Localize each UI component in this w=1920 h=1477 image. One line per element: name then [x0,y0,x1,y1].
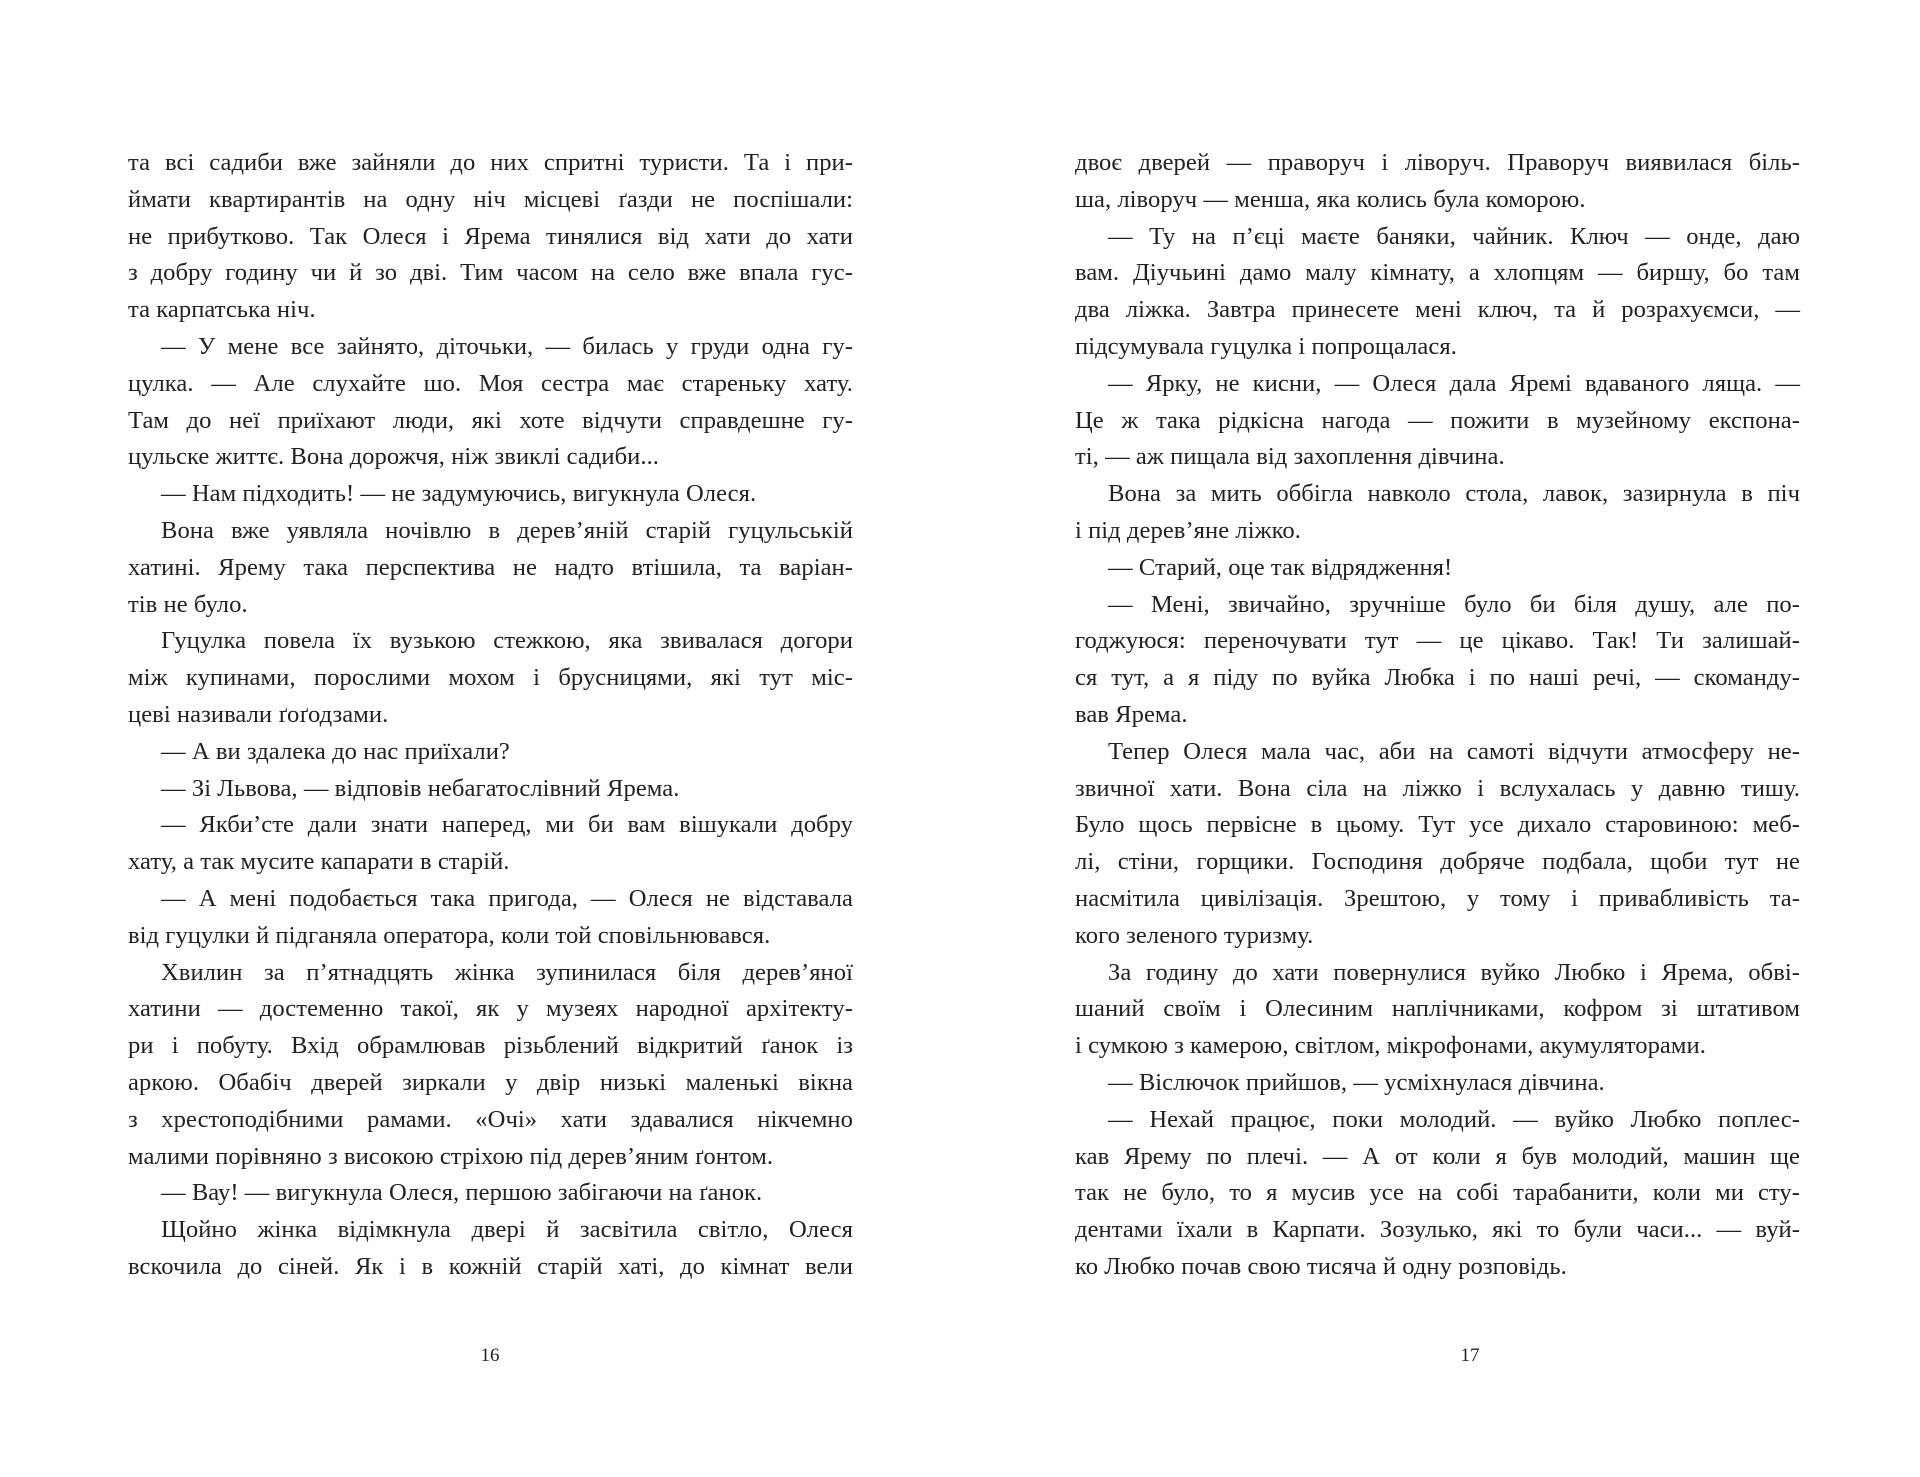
left-page-text [128,145,853,1286]
text-line: не прибутково. Так Олеся і Ярема тинялися від хати до хати [128,222,853,250]
text-line: ся тут, а я піду по вуйка Любка і по наші речі, — скоманду- [1075,664,1800,692]
text-line: дентами їхали в Карпати. Зозулько, які то були часи... — вуй- [1075,1216,1800,1244]
right-page [960,0,1920,1477]
text-line: — А ви здалека до нас приїхали? [161,737,510,765]
text-line: — Ту на п’єці маєте баняки, чайник. Ключ — онде, даю [1108,222,1800,250]
text-line: насмітила цивілізація. Зрештою, у тому і привабливість та- [1075,884,1800,912]
text-line: Вона за мить оббігла навколо стола, лавок, зазирнула в піч [1108,480,1800,508]
text-line: з хрестоподібними рамами. «Очі» хати здавалися нікчемно [128,1105,853,1133]
text-line: підсумувала гуцулка і попрощалася. [1075,332,1457,360]
text-line: — Мені, звичайно, зручніше було би біля душу, але по- [1108,590,1800,618]
text-line: — Старий, оце так відрядження! [1108,553,1453,581]
text-line: хату, а так мусите капарати в старій. [128,848,510,876]
right-page-text [1075,145,1800,1286]
text-line: — Віслючок прийшов, — усміхнулася дівчина. [1108,1068,1605,1096]
text-line: тів не було. [128,590,248,618]
text-line: звичної хати. Вона сіла на ліжко і вслухалась у давню тишу. [1075,774,1800,802]
text-line: — У мене все зайнято, діточьки, — билась у груди одна гу- [161,332,853,360]
text-line: Гуцулка повела їх вузькою стежкою, яка звивалася догори [161,627,853,655]
text-line: двоє дверей — праворуч і ліворуч. Праворуч виявилася біль- [1075,149,1800,176]
text-line: вскочила до сіней. Як і в кожній старій хаті, до кімнат вели [128,1252,853,1280]
text-line: два ліжка. Завтра принесете мені ключ, та й розрахуємси, — [1075,296,1800,324]
page-number: 16 [480,1345,500,1366]
text-line: між купинами, порослими мохом і брусницями, які тут міс- [128,664,853,692]
text-line: і під дерев’яне ліжко. [1075,516,1301,544]
text-line: Хвилин за п’ятнадцять жінка зупинилася біля дерев’яної [161,958,853,986]
text-line: — Ярку, не кисни, — Олеся дала Яремі вдаваного ляща. — [1108,369,1800,397]
text-line: хатини — достеменно такої, як у музеях народної архітекту- [128,995,853,1023]
text-line: — Нехай працює, поки молодий. — вуйко Любко поплес- [1108,1105,1800,1133]
text-line: вав Ярема. [1075,700,1188,728]
text-line: Щойно жінка відімкнула двері й засвітила світло, Олеся [161,1216,853,1244]
text-line: годжуюся: переночувати тут — це цікаво. Так! Ти залишай- [1075,627,1800,655]
text-line: — Якби’сте дали знати наперед, ми би вам вішукали добру [161,811,853,839]
text-line: — Нам підходить! — не задумуючись, вигукнула Олеся. [161,480,757,508]
text-line: Було щось первісне в цьому. Тут усе дихало старовиною: меб- [1075,811,1800,839]
text-line: Тепер Олеся мала час, аби на самоті відчути атмосферу не- [1108,737,1800,765]
text-line: Це ж така рідкісна нагода — пожити в музейному експона- [1075,406,1800,434]
text-line: За годину до хати повернулися вуйко Любко і Ярема, обві- [1108,958,1800,986]
page-number: 17 [1460,1345,1480,1366]
text-line: з добру годину чи й зо дві. Тим часом на село вже впала гус- [128,259,853,287]
text-line: хатині. Ярему така перспектива не надто втішила, та варіан- [128,553,853,581]
text-line: так не було, то я мусив усе на собі тарабанити, коли ми сту- [1075,1179,1800,1207]
text-line: цульске життє. Вона дорожчя, ніж звиклі садиби... [128,443,659,471]
text-line: Вона вже уявляла ночівлю в дерев’яній старій гуцульській [161,516,853,544]
text-line: від гуцулки й підганяла оператора, коли той сповільнювався. [128,921,771,949]
text-line: кого зеленого туризму. [1075,921,1314,949]
text-line: та карпатська ніч. [128,296,316,324]
text-line: цеві називали ґоґодзами. [128,700,389,728]
text-line: ко Любко почав свою тисяча й одну розповідь. [1075,1252,1567,1280]
text-line: ри і побуту. Вхід обрамлював різьблений відкритий ґанок із [128,1032,853,1060]
text-line: і сумкою з камерою, світлом, мікрофонами, акумуляторами. [1075,1032,1706,1060]
text-line: — Вау! — вигукнула Олеся, першою забігаючи на ґанок. [161,1179,763,1207]
text-line: малими порівняно з високою стріхою під дерев’яним ґонтом. [128,1142,774,1170]
text-line: Там до неї приїхают люди, які хоте відчути справдешне гу- [128,406,853,434]
text-line: кав Ярему по плечі. — А от коли я був молодий, машин ще [1075,1142,1800,1170]
text-line: та всі садиби вже зайняли до них спритні туристи. Та і при- [128,149,853,176]
text-line: аркою. Обабіч дверей зиркали у двір низькі маленькі вікна [128,1068,853,1096]
text-line: ті, — аж пищала від захоплення дівчина. [1075,443,1505,471]
text-line: цулка. — Але слухайте шо. Моя сестра має стареньку хату. [128,369,853,397]
text-line: шаний своїм і Олесиним наплічниками, кофром зі штативом [1075,995,1800,1023]
text-line: вам. Діучьині дамо малу кімнату, а хлопцям — биршу, бо там [1075,259,1800,287]
text-line: лі, стіни, горщики. Господиня добряче подбала, щоби тут не [1075,848,1800,876]
text-line: — А мені подобається така пригода, — Олеся не відставала [161,884,853,912]
text-line: ймати квартирантів на одну ніч місцеві ґазди не поспішали: [128,185,853,213]
text-line: — Зі Львова, — відповів небагатослівний Ярема. [161,774,680,802]
text-line: ша, ліворуч — менша, яка колись була коморою. [1075,185,1586,213]
